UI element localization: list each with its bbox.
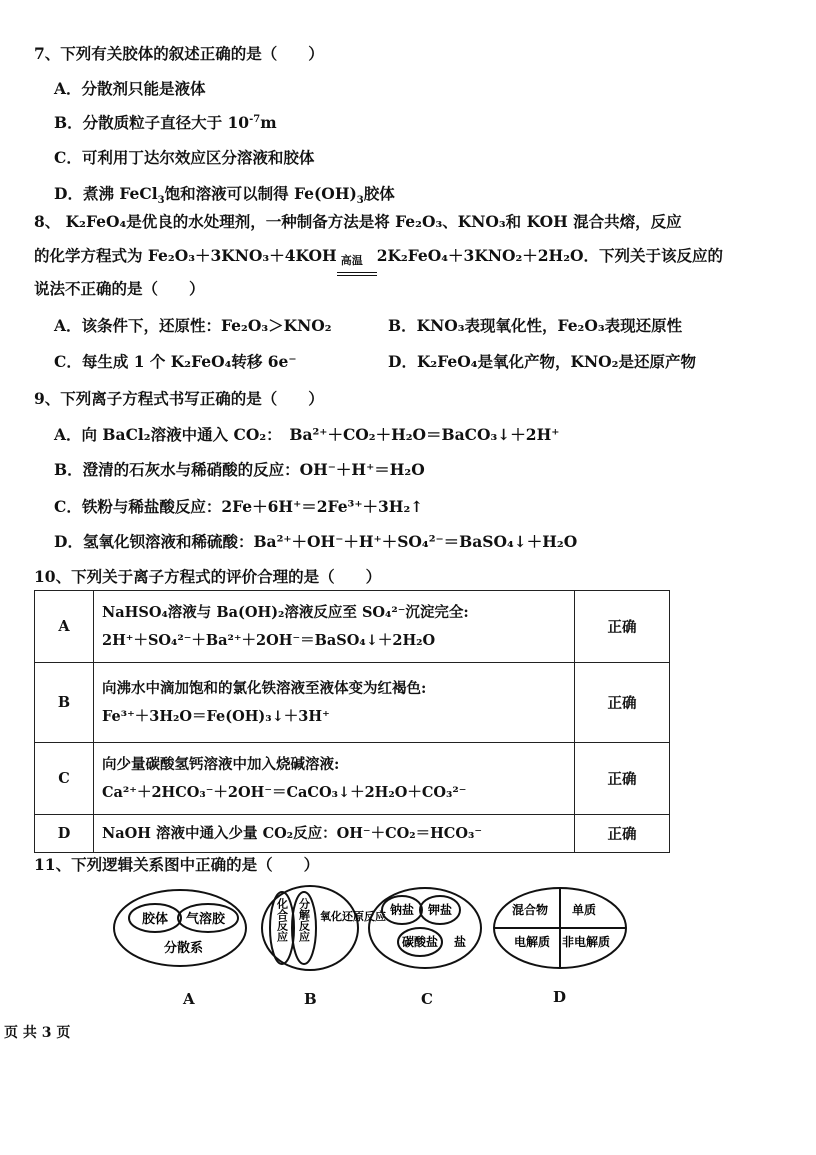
diagram-a-colloid: 胶体 [142,912,169,927]
row-label: A [35,591,94,663]
diagram-d-electrolyte: 电解质 [514,935,551,949]
table-row [35,815,670,853]
diagram-b-label: B [304,990,317,1008]
q9-option-d: D．氢氧化钡溶液和稀硫酸：Ba²⁺＋OH⁻＋H⁺＋SO₄²⁻＝BaSO₄↓＋H₂O [54,532,578,551]
q10-evaluation-table [34,590,670,853]
q10-stem: 10、下列关于离子方程式的评价合理的是（ ） [34,567,382,586]
q8-option-b: B．KNO₃表现氧化性，Fe₂O₃表现还原性 [388,316,683,335]
q8-stem-line2: 的化学方程式为 Fe₂O₃＋3KNO₃＋4KOH 高温 2K₂FeO₄＋3KNO₂＋2H₂O．下列关于该反应的 [34,246,723,266]
diagram-b-combination: 化合反应 [275,898,289,942]
row-content: NaOH 溶液中通入少量 CO₂反应：OH⁻＋CO₂＝HCO₃⁻ [94,815,575,853]
diagram-c-salt: 盐 [454,935,467,949]
row-label: D [35,815,94,853]
table-row [35,743,670,815]
q7-option-b: B．分散质粒子直径大于 $10^{-7}m$ [54,113,277,132]
q8-stem-line3: 说法不正确的是（ ） [34,279,205,298]
q9-stem: 9、下列离子方程式书写正确的是（ ） [34,389,324,408]
page-footer: 页 共 3 页 [4,1025,71,1041]
q8-condition: 高温 [340,254,363,267]
diagram-b-decomposition: 分解反应 [297,898,311,942]
diagram-b-redox: 氧化还原反应 [320,910,386,923]
diagram-a-label: A [183,990,195,1008]
q8-option-d: D．K₂FeO₄是氧化产物，KNO₂是还原产物 [388,352,696,371]
row-label: B [35,663,94,743]
q7-option-a: A．分散剂只能是液体 [54,79,206,98]
row-label: C [35,743,94,815]
q8-stem-line1: 8、 K₂FeO₄是优良的水处理剂，一种制备方法是将 Fe₂O₃、KNO₃和 KOH 混合共熔，反应 [34,212,682,231]
table-row [35,663,670,743]
diagram-b [262,886,386,970]
row-evaluation: 正确 [575,815,670,853]
q8-option-c: C．每生成 1 个 K₂FeO₄转移 6e⁻ [54,352,297,371]
diagram-c [369,888,481,968]
diagram-c-sodium-salt: 钠盐 [390,903,415,917]
row-content: 向少量碳酸氢钙溶液中加入烧碱溶液: Ca²⁺＋2HCO₃⁻＋2OH⁻＝CaCO₃↓＋2H₂O＋CO₃²⁻ [94,743,575,815]
row-content: 向沸水中滴加饱和的氯化铁溶液至液体变为红褐色: Fe³⁺＋3H₂O＝Fe(OH)₃↓＋3H⁺ [94,663,575,743]
q7-option-d: D．煮沸 FeCl$_3$饱和溶液可以制得 $Fe(OH)_3$胶体 [54,184,395,207]
q9-option-a: A．向 BaCl₂溶液中通入 CO₂： Ba²⁺＋CO₂＋H₂O＝BaCO₃↓＋2H⁺ [54,425,560,444]
q9-option-c: C．铁粉与稀盐酸反应：2Fe＋6H⁺＝2Fe³⁺＋3H₂↑ [54,497,424,516]
q7-option-c: C．可利用丁达尔效应区分溶液和胶体 [54,148,315,167]
diagram-d-nonelectrolyte: 非电解质 [562,935,611,949]
row-content: NaHSO₄溶液与 Ba(OH)₂溶液反应至 SO₄²⁻沉淀完全: 2H⁺＋SO₄²⁻＋Ba²⁺＋2OH⁻＝BaSO₄↓＋2H₂O [94,591,575,663]
q11-stem: 11、下列逻辑关系图中正确的是（ ） [34,855,320,874]
row-evaluation: 正确 [575,663,670,743]
diagram-d-element: 单质 [572,903,597,917]
diagram-d [494,888,626,968]
diagram-a-dispersion: 分散系 [164,941,204,956]
diagram-a [114,890,246,966]
diagram-d-label: D [553,988,567,1006]
q8-option-a: A．该条件下，还原性：Fe₂O₃＞KNO₂ [54,316,332,335]
q7-stem: 7、下列有关胶体的叙述正确的是（ ） [34,44,324,63]
diagram-d-mixture: 混合物 [512,903,549,917]
diagram-c-carbonate: 碳酸盐 [402,935,439,949]
diagram-c-potassium-salt: 钾盐 [428,903,453,917]
table-row [35,591,670,663]
diagram-a-aerosol: 气溶胶 [186,912,226,927]
row-evaluation: 正确 [575,743,670,815]
q9-option-b: B．澄清的石灰水与稀硝酸的反应：OH⁻＋H⁺＝H₂O [54,460,425,479]
diagram-c-label: C [421,990,433,1008]
row-evaluation: 正确 [575,591,670,663]
